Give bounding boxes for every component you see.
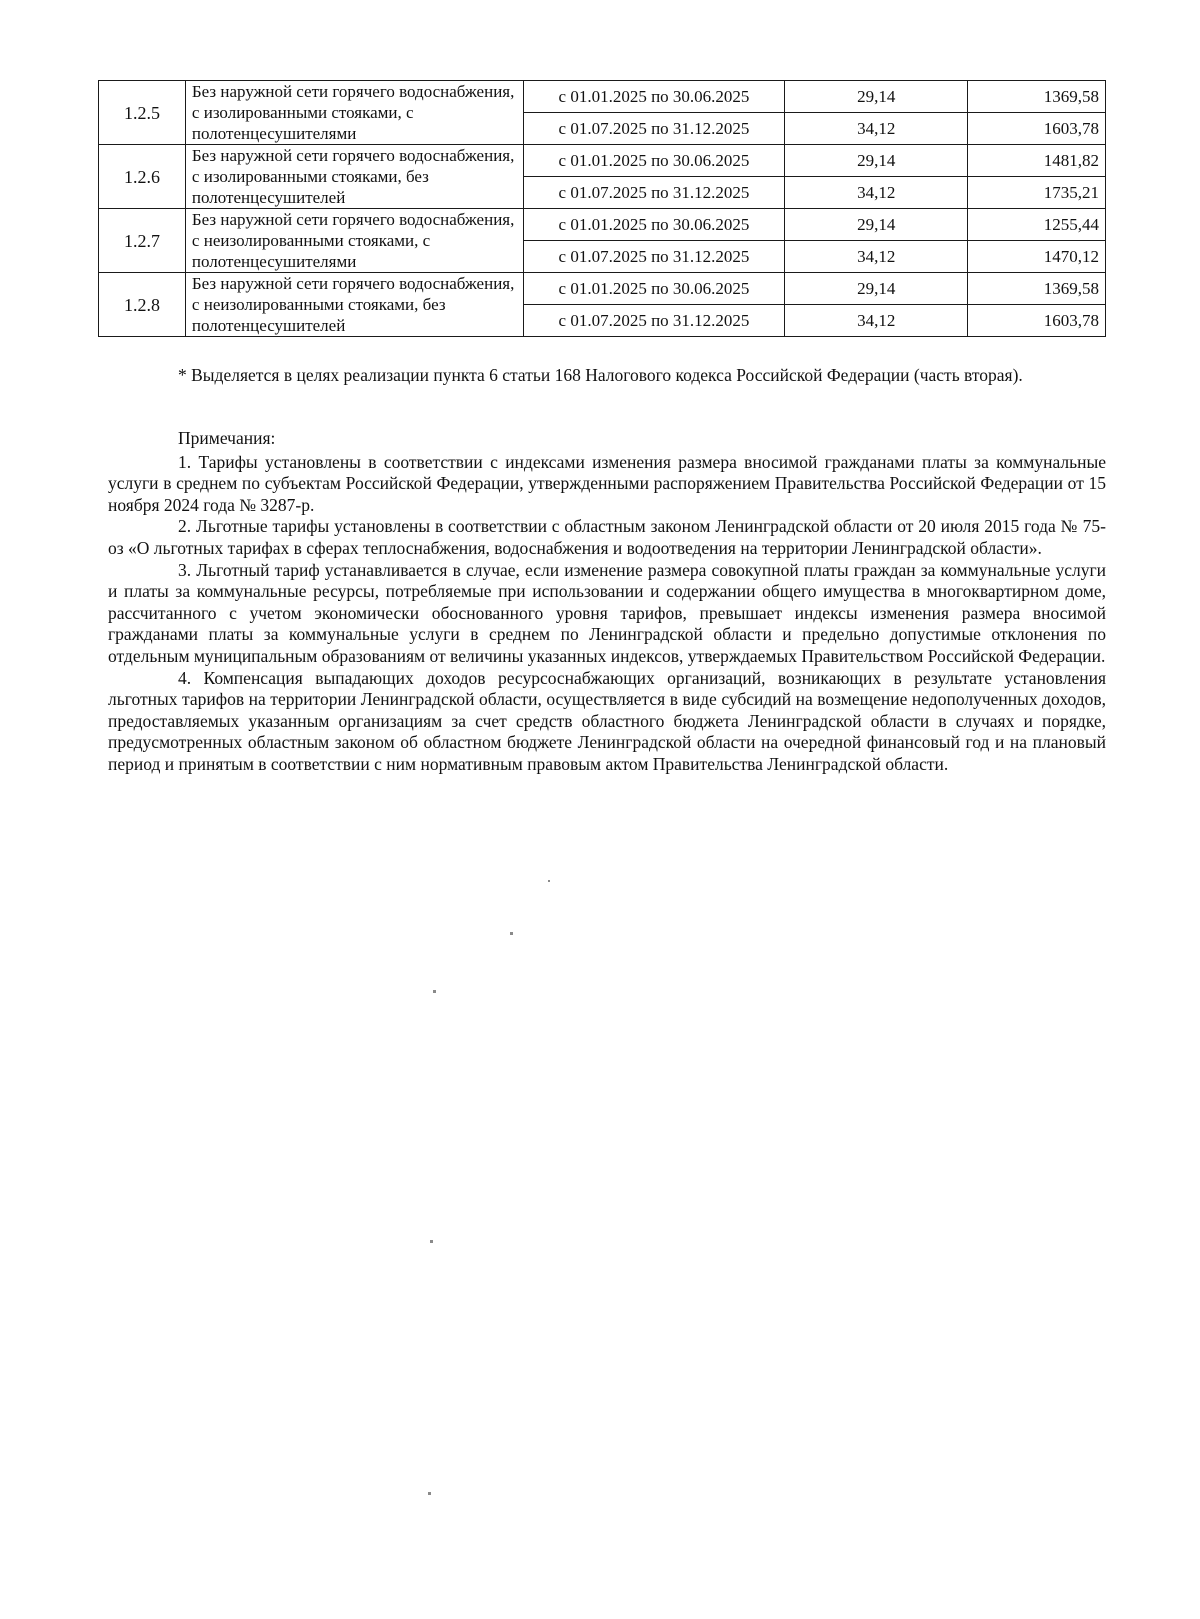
period-cell: с 01.01.2025 по 30.06.2025 bbox=[523, 145, 785, 177]
table-row bbox=[99, 273, 1106, 305]
scan-speck bbox=[428, 1492, 431, 1495]
item-number: 1.2.7 bbox=[99, 209, 186, 273]
note-item: 3. Льготный тариф устанавливается в случае, если изменение размера совокупной платы граждан за коммунальные услуги и платы за коммунальные ресурсы, потребляемые при использовании и содержании общего имущества в многоквартирном доме, рассчитанного с учетом экономически обоснованного уровня тарифов, превышает индексы изменения размера вносимой гражданами платы за коммунальные услуги в среднем по Ленинградской области и предельно допустимые отклонения по отдельным муниципальным образованиям от величины указанных индексов, утверждаемых Правительством Российской Федерации. bbox=[108, 559, 1106, 666]
value-cell: 1603,78 bbox=[968, 113, 1106, 145]
footnote-text: * Выделяется в целях реализации пункта 6 статьи 168 Налогового кодекса Российской Федерации (часть вторая). bbox=[178, 365, 1023, 385]
period-cell: с 01.07.2025 по 31.12.2025 bbox=[523, 113, 785, 145]
value-cell: 1481,82 bbox=[968, 145, 1106, 177]
notes-section bbox=[108, 428, 1106, 776]
value-cell: 1735,21 bbox=[968, 177, 1106, 209]
item-number: 1.2.6 bbox=[99, 145, 186, 209]
period-cell: с 01.01.2025 по 30.06.2025 bbox=[523, 81, 785, 113]
rate-cell: 29,14 bbox=[785, 145, 968, 177]
note-item: 1. Тарифы установлены в соответствии с индексами изменения размера вносимой гражданами платы за коммунальные услуги в среднем по субъектам Российской Федерации, утвержденными распоряжением Правительства Российской Федерации от 15 ноября 2024 года № 3287-р. bbox=[108, 451, 1106, 515]
value-cell: 1369,58 bbox=[968, 81, 1106, 113]
rate-cell: 34,12 bbox=[785, 305, 968, 337]
table-row bbox=[99, 81, 1106, 113]
rate-cell: 34,12 bbox=[785, 241, 968, 273]
rate-cell: 29,14 bbox=[785, 209, 968, 241]
table-row bbox=[99, 145, 1106, 177]
item-description: Без наружной сети горячего водоснабжения, с неизолированными стояками, с полотенцесушителями bbox=[185, 209, 523, 273]
period-cell: с 01.07.2025 по 31.12.2025 bbox=[523, 241, 785, 273]
table-row bbox=[99, 209, 1106, 241]
scan-speck bbox=[548, 880, 550, 882]
value-cell: 1470,12 bbox=[968, 241, 1106, 273]
value-cell: 1255,44 bbox=[968, 209, 1106, 241]
tariff-table bbox=[98, 80, 1106, 337]
item-description: Без наружной сети горячего водоснабжения, с изолированными стояками, без полотенцесушителей bbox=[185, 145, 523, 209]
period-cell: с 01.07.2025 по 31.12.2025 bbox=[523, 177, 785, 209]
rate-cell: 29,14 bbox=[785, 273, 968, 305]
notes-heading: Примечания: bbox=[178, 428, 276, 448]
rate-cell: 34,12 bbox=[785, 177, 968, 209]
item-number: 1.2.8 bbox=[99, 273, 186, 337]
period-cell: с 01.01.2025 по 30.06.2025 bbox=[523, 209, 785, 241]
footnote bbox=[108, 364, 1106, 386]
scan-speck bbox=[510, 932, 513, 935]
period-cell: с 01.01.2025 по 30.06.2025 bbox=[523, 273, 785, 305]
note-item: 4. Компенсация выпадающих доходов ресурсоснабжающих организаций, возникающих в результате установления льготных тарифов на территории Ленинградской области, осуществляется в виде субсидий на возмещение недополученных доходов, предоставляемых указанным организациям за счет средств областного бюджета Ленинградской области в случаях и порядке, предусмотренных областным законом об областном бюджете Ленинградской области на очередной финансовый год и на плановый период и принятым в соответствии с ним нормативным правовым актом Правительства Ленинградской области. bbox=[108, 667, 1106, 774]
scan-speck bbox=[433, 990, 436, 993]
value-cell: 1603,78 bbox=[968, 305, 1106, 337]
item-description: Без наружной сети горячего водоснабжения, с неизолированными стояками, без полотенцесушителей bbox=[185, 273, 523, 337]
period-cell: с 01.07.2025 по 31.12.2025 bbox=[523, 305, 785, 337]
rate-cell: 34,12 bbox=[785, 113, 968, 145]
item-number: 1.2.5 bbox=[99, 81, 186, 145]
scan-speck bbox=[430, 1240, 433, 1243]
value-cell: 1369,58 bbox=[968, 273, 1106, 305]
rate-cell: 29,14 bbox=[785, 81, 968, 113]
note-item: 2. Льготные тарифы установлены в соответствии с областным законом Ленинградской области от 20 июля 2015 года № 75-оз «О льготных тарифах в сферах теплоснабжения, водоснабжения и водоотведения на территории Ленинградской области». bbox=[108, 516, 1106, 558]
item-description: Без наружной сети горячего водоснабжения, с изолированными стояками, с полотенцесушителями bbox=[185, 81, 523, 145]
